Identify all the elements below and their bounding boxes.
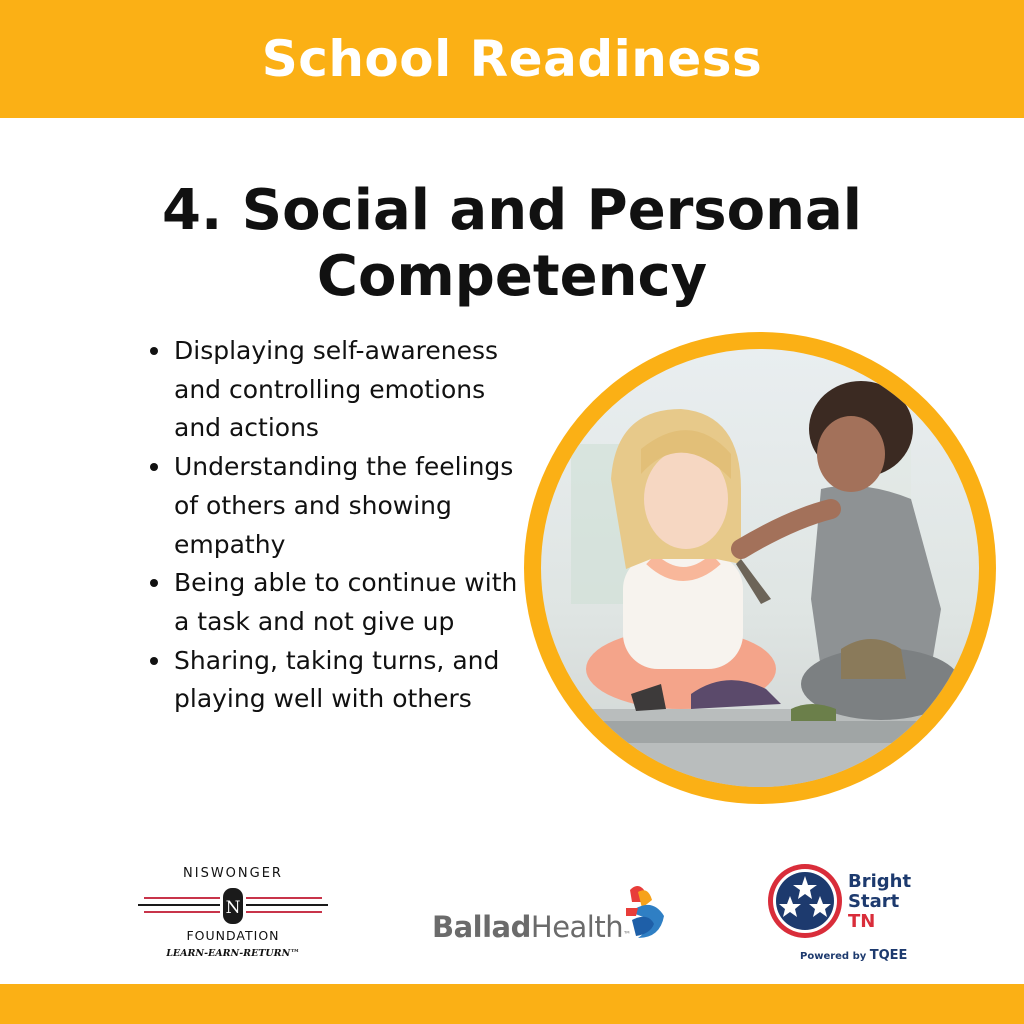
ballad-health-wordmark [432, 910, 631, 944]
bullet-item: Displaying self-awareness and controlling emotions and actions [146, 332, 526, 448]
bullet-item: Sharing, taking turns, and playing well with others [146, 642, 526, 719]
niswonger-tagline: LEARN-EARN-RETURN™ [166, 948, 300, 959]
niswonger-emblem-icon [138, 888, 328, 926]
heading-line-2: Competency [316, 244, 708, 309]
top-banner [0, 0, 1024, 118]
tennessee-stars-icon [766, 862, 844, 940]
page-heading [60, 178, 964, 310]
start-word: Start [848, 891, 900, 912]
health-word: Health [530, 910, 624, 944]
niswonger-foundation-logo [138, 862, 328, 962]
bright-word: Bright [848, 871, 912, 892]
photo-frame [524, 332, 996, 804]
heading-line-1: 4. Social and Personal [162, 178, 862, 243]
bullet-item: Understanding the feelings of others and showing empathy [146, 448, 526, 564]
ballad-word: Ballad [432, 910, 531, 944]
photo-illustration [541, 349, 979, 787]
children-playing-photo [541, 349, 979, 787]
bottom-bar [0, 984, 1024, 1024]
ballad-health-logo [430, 880, 670, 950]
powered-by-label [800, 948, 907, 963]
bullet-list [146, 332, 526, 719]
tn-word: TN [848, 911, 876, 932]
bullet-item: Being able to continue with a task and not give up [146, 564, 526, 641]
niswonger-name: NISWONGER [183, 866, 283, 881]
powered-by-text: Powered by [800, 951, 867, 962]
bright-start-wordmark [848, 872, 911, 932]
niswonger-foundation-word: FOUNDATION [186, 928, 280, 943]
tqee-brand: TQEE [869, 948, 908, 963]
niswonger-letter: N [225, 898, 241, 918]
ballad-bird-icon [624, 882, 668, 942]
ballad-trademark: ™ [623, 930, 631, 939]
bright-start-tn-logo [764, 860, 934, 970]
banner-title: School Readiness [261, 30, 763, 88]
